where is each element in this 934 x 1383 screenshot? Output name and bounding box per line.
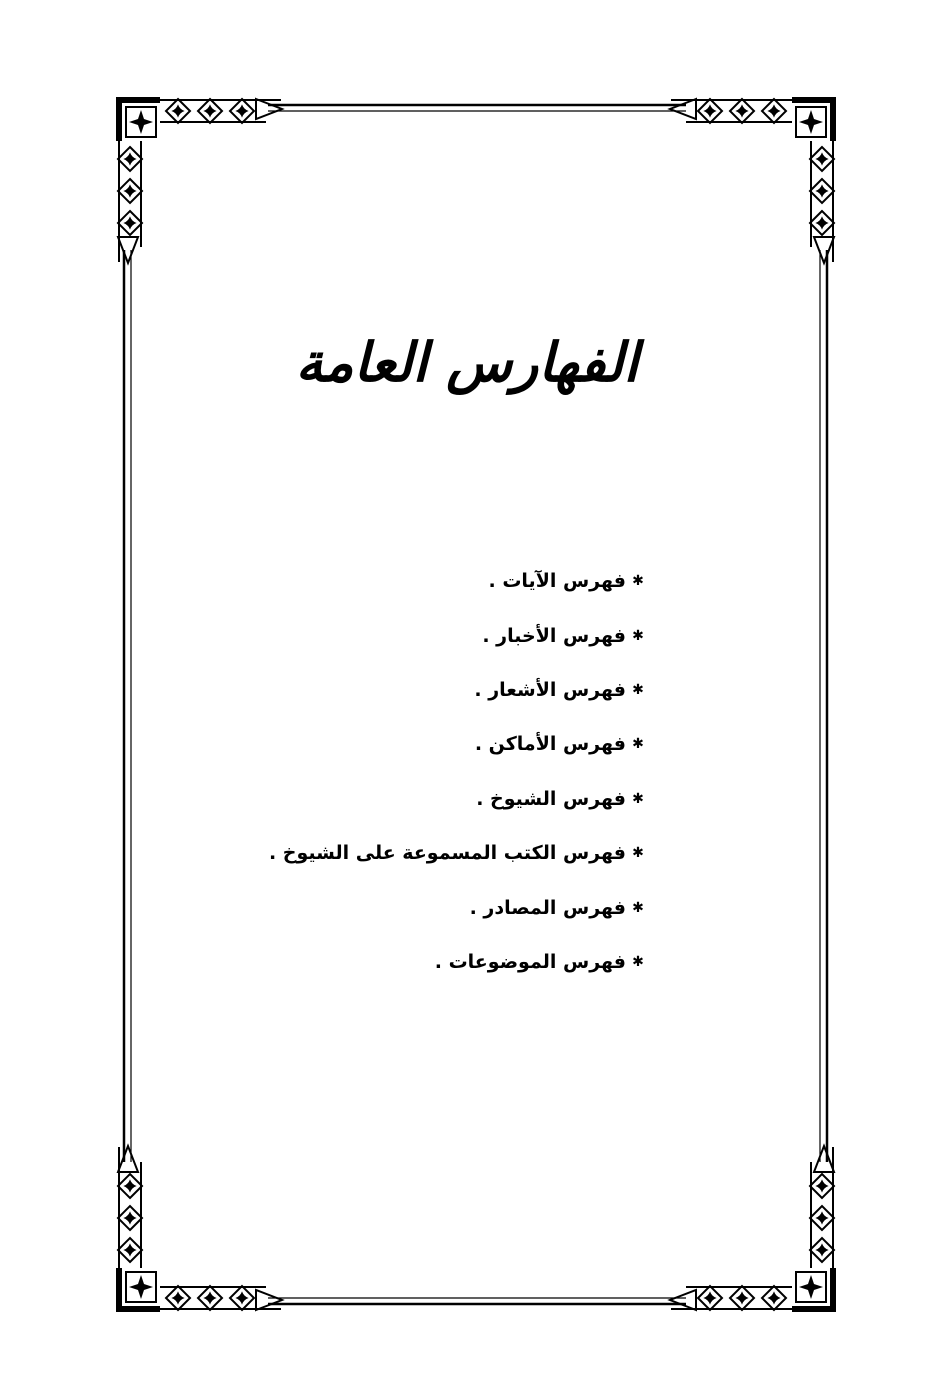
list-item [226,826,646,880]
list-item-label: فهرس الأشعار . [474,678,626,701]
bullet-star-icon: ✱ [632,790,644,807]
list-item-label: فهرس الآيات . [488,570,626,593]
bullet-star-icon: ✱ [632,681,644,698]
list-item [226,663,646,717]
list-item-label: فهرس الموضوعات . [434,950,626,973]
list-item [226,554,646,608]
page-title: الفهارس العامة [295,331,639,394]
list-item [226,717,646,771]
bullet-star-icon: ✱ [632,736,644,753]
list-item [226,608,646,662]
bullet-star-icon: ✱ [632,953,644,970]
list-item-label: فهرس المصادر . [469,896,626,919]
index-list [226,554,646,989]
bullet-star-icon: ✱ [632,845,644,862]
list-item [226,935,646,989]
list-item [226,880,646,934]
corner-ornament-icon [116,1146,282,1312]
list-item-label: فهرس الأخبار . [482,624,626,647]
list-item-label: فهرس الأماكن . [474,733,626,756]
bullet-star-icon: ✱ [632,899,644,916]
list-item [226,772,646,826]
bullet-star-icon: ✱ [632,573,644,590]
corner-ornament-icon [670,97,836,263]
list-item-label: فهرس الشيوخ . [476,787,626,810]
corner-ornament-icon [116,97,282,263]
bullet-star-icon: ✱ [632,627,644,644]
corner-ornament-icon [670,1146,836,1312]
list-item-label: فهرس الكتب المسموعة على الشيوخ . [268,842,626,865]
